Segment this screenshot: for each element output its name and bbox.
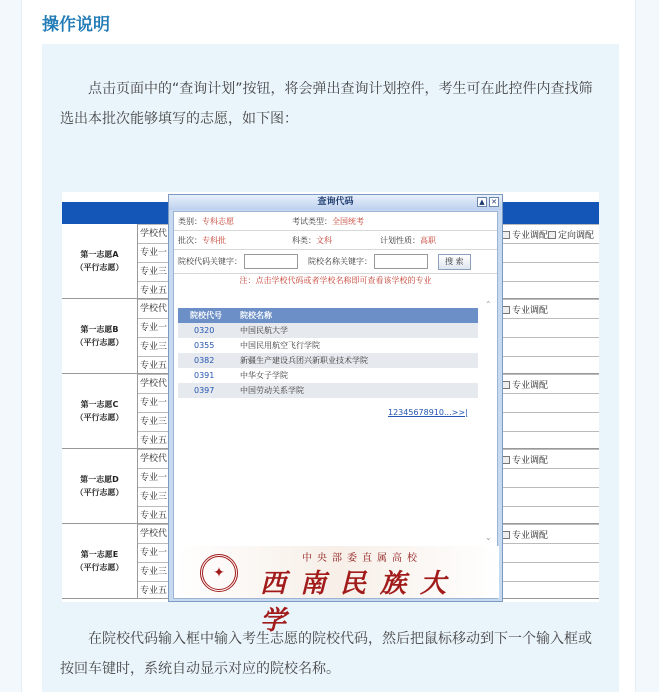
row-label: 学校代 [140,304,168,314]
row-label: 学校代 [140,379,168,389]
row-label: 专业五 [140,586,168,596]
intro-paragraph: 点击页面中的“查询计划”按钮，将会弹出查询计划控件，考生可在此控件内查找筛选出本批次能够填写的志愿，如下图： [60,81,593,127]
row-label: 学校代 [140,454,168,464]
group-label [62,299,138,373]
school-name-link[interactable]: 中国民航大学 [240,326,288,335]
group-name: 第一志愿C [80,400,119,409]
group-name: 第一志愿E [80,550,119,559]
search-row [174,250,497,274]
table-body [178,323,478,398]
minimize-icon[interactable]: ▲ [477,197,487,207]
row-label: 专业三 [140,342,168,352]
dialog-body [173,211,498,636]
pagination[interactable]: 12345678910...>>| [388,408,468,417]
row-label: 专业一 [140,398,168,408]
school-code-link[interactable]: 0397 [194,386,215,395]
scrollbar[interactable] [484,300,494,542]
name-keyword-label: 院校名称关键字： [308,257,372,266]
table-row[interactable] [178,368,478,383]
query-dialog [168,194,503,636]
instruction-paragraph: 在院校代码输入框中输入考生志愿的院校代码，然后把鼠标移动到下一个输入框或按回车键时，系统自动显示对应的院校名称。 [60,631,592,677]
university-banner [174,546,499,636]
page-title: 操作说明 [42,15,110,35]
plan-value: 高职 [420,236,436,245]
right-margin [635,0,659,692]
school-code-link[interactable]: 0320 [194,326,215,335]
row-label: 专业一 [140,473,168,483]
code-keyword-label: 院校代码关键字： [178,257,242,266]
table-header [178,308,478,323]
row-label: 专业五 [140,361,168,371]
filter-row-1 [174,212,497,231]
embedded-screenshot [62,192,599,636]
content-card [42,44,619,692]
school-name-link[interactable]: 中华女子学院 [240,371,288,380]
group-subtitle: （平行志愿） [75,488,124,497]
subject-label: 科类： [292,236,316,245]
row-label: 专业三 [140,492,168,502]
group-name: 第一志愿D [80,475,119,484]
row-label: 专业三 [140,267,168,277]
school-name-link[interactable]: 新疆生产建设兵团兴新职业技术学院 [240,356,368,365]
adjust-label: 定向调配 [558,231,595,241]
filter-row-2 [174,231,497,250]
checkbox-icon[interactable] [548,231,556,239]
table-row[interactable] [178,353,478,368]
category-label: 类别： [178,217,202,226]
school-code-link[interactable]: 0382 [194,356,215,365]
table-row[interactable] [178,383,478,398]
checkbox-icon[interactable] [502,531,510,539]
exam-type-label: 考试类型： [292,217,332,226]
row-label: 专业五 [140,436,168,446]
group-subtitle: （平行志愿） [75,338,124,347]
school-name-link[interactable]: 中国民用航空飞行学院 [240,341,320,350]
adjust-label: 专业调配 [512,381,549,391]
row-label: 专业五 [140,511,168,521]
batch-value: 专科批 [202,236,226,245]
school-code-link[interactable]: 0391 [194,371,215,380]
dialog-note: 注：点击学校代码或者学校名称即可查看该学校的专业 [239,276,432,285]
group-subtitle: （平行志愿） [75,413,124,422]
school-code-link[interactable]: 0355 [194,341,215,350]
school-table [178,308,478,398]
code-keyword-input[interactable] [244,254,298,269]
name-keyword-input[interactable] [374,254,428,269]
checkbox-icon[interactable] [502,306,510,314]
adjust-label: 专业调配 [512,531,549,541]
adjust-label: 专业调配 [512,306,549,316]
row-label: 专业一 [140,323,168,333]
banner-university-name: 西南民族大学 [260,569,461,636]
left-margin [0,0,22,692]
checkbox-icon[interactable] [502,456,510,464]
group-name: 第一志愿A [80,250,119,259]
checkbox-icon[interactable] [502,381,510,389]
dialog-title-bar [169,195,502,210]
category-value: 专科志愿 [202,217,234,226]
row-label: 专业三 [140,417,168,427]
batch-label: 批次： [178,236,202,245]
dialog-title: 查询代码 [317,197,354,207]
banner-subtitle: 中央部委直属高校 [302,553,422,564]
scroll-up-icon[interactable]: ⌃ [485,300,492,309]
university-seal-icon: ✦ [200,554,238,592]
table-row[interactable] [178,323,478,338]
table-row[interactable] [178,338,478,353]
plan-label: 计划性质： [380,236,420,245]
group-name: 第一志愿B [80,325,119,334]
row-label: 学校代 [140,229,168,239]
group-label [62,224,138,298]
row-label: 专业一 [140,248,168,258]
checkbox-icon[interactable] [502,231,510,239]
col-name-header: 院校名称 [240,311,272,320]
row-label: 专业一 [140,548,168,558]
adjust-label: 专业调配 [512,231,549,241]
group-label [62,449,138,523]
col-code-header: 院校代号 [190,311,222,320]
subject-value: 文科 [316,236,332,245]
group-label [62,524,138,598]
group-subtitle: （平行志愿） [75,563,124,572]
school-name-link[interactable]: 中国劳动关系学院 [240,386,304,395]
row-label: 专业五 [140,286,168,296]
search-button[interactable]: 搜 索 [438,254,471,270]
adjust-label: 专业调配 [512,456,549,466]
row-label: 学校代 [140,529,168,539]
exam-type-value: 全国统考 [332,217,364,226]
group-subtitle: （平行志愿） [75,263,124,272]
close-icon[interactable]: ✕ [489,197,499,207]
row-label: 专业三 [140,567,168,577]
scroll-down-icon[interactable]: ⌄ [485,533,492,542]
group-label [62,374,138,448]
